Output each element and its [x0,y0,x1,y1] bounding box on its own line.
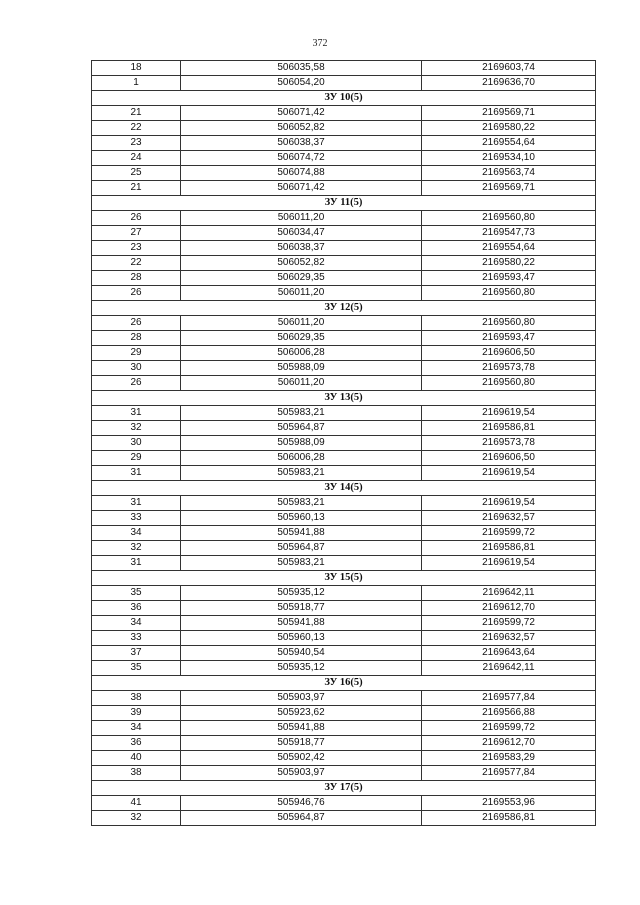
parcel-header-row [92,571,596,586]
point-number-cell: 34 [92,721,181,736]
table-row [92,376,596,391]
y-coordinate-cell: 2169569,71 [422,181,596,196]
x-coordinate-cell: 506074,72 [181,151,422,166]
y-coordinate-cell: 2169612,70 [422,736,596,751]
table-row [92,796,596,811]
table-row [92,256,596,271]
point-number-cell: 38 [92,691,181,706]
x-coordinate-cell: 505903,97 [181,766,422,781]
x-coordinate-cell: 506074,88 [181,166,422,181]
y-coordinate-cell: 2169573,78 [422,436,596,451]
table-row [92,721,596,736]
table-row [92,631,596,646]
y-coordinate-cell: 2169560,80 [422,316,596,331]
x-coordinate-cell: 506029,35 [181,331,422,346]
x-coordinate-cell: 505935,12 [181,661,422,676]
x-coordinate-cell: 505960,13 [181,511,422,526]
x-coordinate-cell: 505988,09 [181,436,422,451]
y-coordinate-cell: 2169577,84 [422,766,596,781]
table-row [92,271,596,286]
point-number-cell: 29 [92,346,181,361]
table-row [92,616,596,631]
point-number-cell: 40 [92,751,181,766]
point-number-cell: 36 [92,736,181,751]
x-coordinate-cell: 505903,97 [181,691,422,706]
table-row [92,361,596,376]
table-row [92,121,596,136]
point-number-cell: 26 [92,316,181,331]
x-coordinate-cell: 506035,58 [181,61,422,76]
x-coordinate-cell: 506071,42 [181,181,422,196]
table-row [92,766,596,781]
point-number-cell: 34 [92,526,181,541]
y-coordinate-cell: 2169619,54 [422,556,596,571]
x-coordinate-cell: 505983,21 [181,496,422,511]
point-number-cell: 30 [92,436,181,451]
table-row [92,541,596,556]
x-coordinate-cell: 505918,77 [181,736,422,751]
table-row [92,106,596,121]
y-coordinate-cell: 2169593,47 [422,331,596,346]
y-coordinate-cell: 2169642,11 [422,661,596,676]
y-coordinate-cell: 2169566,88 [422,706,596,721]
y-coordinate-cell: 2169580,22 [422,121,596,136]
table-row [92,316,596,331]
table-row [92,751,596,766]
y-coordinate-cell: 2169593,47 [422,271,596,286]
x-coordinate-cell: 505983,21 [181,556,422,571]
x-coordinate-cell: 505964,87 [181,811,422,826]
x-coordinate-cell: 506038,37 [181,241,422,256]
x-coordinate-cell: 506029,35 [181,271,422,286]
x-coordinate-cell: 505918,77 [181,601,422,616]
page-number: 372 [312,38,328,49]
point-number-cell: 30 [92,361,181,376]
table-row [92,706,596,721]
y-coordinate-cell: 2169554,64 [422,241,596,256]
y-coordinate-cell: 2169547,73 [422,226,596,241]
parcel-header-row [92,481,596,496]
table-row [92,181,596,196]
table-row [92,496,596,511]
x-coordinate-cell: 505941,88 [181,616,422,631]
point-number-cell: 22 [92,256,181,271]
x-coordinate-cell: 506052,82 [181,121,422,136]
y-coordinate-cell: 2169632,57 [422,631,596,646]
point-number-cell: 22 [92,121,181,136]
point-number-cell: 28 [92,331,181,346]
y-coordinate-cell: 2169586,81 [422,541,596,556]
x-coordinate-cell: 505988,09 [181,361,422,376]
point-number-cell: 31 [92,496,181,511]
table-row [92,811,596,826]
table-row [92,331,596,346]
x-coordinate-cell: 506034,47 [181,226,422,241]
y-coordinate-cell: 2169619,54 [422,406,596,421]
parcel-header-row [92,676,596,691]
point-number-cell: 27 [92,226,181,241]
y-coordinate-cell: 2169642,11 [422,586,596,601]
parcel-header-row [92,391,596,406]
x-coordinate-cell: 506054,20 [181,76,422,91]
x-coordinate-cell: 505964,87 [181,541,422,556]
point-number-cell: 25 [92,166,181,181]
parcel-label: ЗУ 15(5) [92,571,596,586]
point-number-cell: 41 [92,796,181,811]
y-coordinate-cell: 2169599,72 [422,721,596,736]
y-coordinate-cell: 2169573,78 [422,361,596,376]
table-row [92,151,596,166]
table-row [92,601,596,616]
point-number-cell: 33 [92,511,181,526]
point-number-cell: 26 [92,376,181,391]
y-coordinate-cell: 2169632,57 [422,511,596,526]
point-number-cell: 39 [92,706,181,721]
y-coordinate-cell: 2169619,54 [422,466,596,481]
y-coordinate-cell: 2169606,50 [422,451,596,466]
parcel-label: ЗУ 13(5) [92,391,596,406]
x-coordinate-cell: 506006,28 [181,451,422,466]
parcel-header-row [92,781,596,796]
point-number-cell: 31 [92,466,181,481]
table-row [92,241,596,256]
point-number-cell: 28 [92,271,181,286]
table-row [92,451,596,466]
parcel-label: ЗУ 10(5) [92,91,596,106]
x-coordinate-cell: 506011,20 [181,286,422,301]
x-coordinate-cell: 506038,37 [181,136,422,151]
point-number-cell: 32 [92,811,181,826]
parcel-label: ЗУ 16(5) [92,676,596,691]
y-coordinate-cell: 2169619,54 [422,496,596,511]
y-coordinate-cell: 2169599,72 [422,616,596,631]
point-number-cell: 21 [92,181,181,196]
point-number-cell: 35 [92,661,181,676]
point-number-cell: 18 [92,61,181,76]
table-row [92,466,596,481]
table-row [92,136,596,151]
point-number-cell: 26 [92,286,181,301]
parcel-header-row [92,301,596,316]
y-coordinate-cell: 2169583,29 [422,751,596,766]
y-coordinate-cell: 2169577,84 [422,691,596,706]
table-row [92,526,596,541]
point-number-cell: 36 [92,601,181,616]
point-number-cell: 24 [92,151,181,166]
parcel-label: ЗУ 11(5) [92,196,596,211]
y-coordinate-cell: 2169643,64 [422,646,596,661]
y-coordinate-cell: 2169636,70 [422,76,596,91]
point-number-cell: 32 [92,421,181,436]
x-coordinate-cell: 505960,13 [181,631,422,646]
table-row [92,61,596,76]
table-row [92,286,596,301]
table-row [92,646,596,661]
parcel-label: ЗУ 12(5) [92,301,596,316]
y-coordinate-cell: 2169534,10 [422,151,596,166]
x-coordinate-cell: 505964,87 [181,421,422,436]
table-row [92,166,596,181]
y-coordinate-cell: 2169603,74 [422,61,596,76]
table-row [92,406,596,421]
point-number-cell: 35 [92,586,181,601]
table-row [92,436,596,451]
parcel-label: ЗУ 14(5) [92,481,596,496]
x-coordinate-cell: 505923,62 [181,706,422,721]
point-number-cell: 31 [92,406,181,421]
x-coordinate-cell: 506052,82 [181,256,422,271]
point-number-cell: 32 [92,541,181,556]
parcel-header-row [92,196,596,211]
y-coordinate-cell: 2169560,80 [422,286,596,301]
y-coordinate-cell: 2169580,22 [422,256,596,271]
y-coordinate-cell: 2169560,80 [422,376,596,391]
point-number-cell: 37 [92,646,181,661]
x-coordinate-cell: 505941,88 [181,721,422,736]
coordinates-table-body [92,61,596,826]
point-number-cell: 26 [92,211,181,226]
x-coordinate-cell: 505941,88 [181,526,422,541]
point-number-cell: 23 [92,241,181,256]
table-row [92,691,596,706]
point-number-cell: 31 [92,556,181,571]
x-coordinate-cell: 505983,21 [181,406,422,421]
table-row [92,736,596,751]
parcel-label: ЗУ 17(5) [92,781,596,796]
table-row [92,76,596,91]
point-number-cell: 29 [92,451,181,466]
table-row [92,211,596,226]
table-row [92,511,596,526]
table-row [92,661,596,676]
x-coordinate-cell: 506011,20 [181,376,422,391]
point-number-cell: 38 [92,766,181,781]
table-row [92,226,596,241]
parcel-header-row [92,91,596,106]
x-coordinate-cell: 506006,28 [181,346,422,361]
table-row [92,586,596,601]
x-coordinate-cell: 505935,12 [181,586,422,601]
point-number-cell: 33 [92,631,181,646]
y-coordinate-cell: 2169553,96 [422,796,596,811]
y-coordinate-cell: 2169599,72 [422,526,596,541]
coordinates-table [91,60,596,826]
y-coordinate-cell: 2169560,80 [422,211,596,226]
point-number-cell: 1 [92,76,181,91]
table-row [92,346,596,361]
point-number-cell: 23 [92,136,181,151]
y-coordinate-cell: 2169612,70 [422,601,596,616]
x-coordinate-cell: 505902,42 [181,751,422,766]
table-row [92,421,596,436]
y-coordinate-cell: 2169606,50 [422,346,596,361]
y-coordinate-cell: 2169569,71 [422,106,596,121]
x-coordinate-cell: 505946,76 [181,796,422,811]
table-row [92,556,596,571]
x-coordinate-cell: 505940,54 [181,646,422,661]
x-coordinate-cell: 506011,20 [181,211,422,226]
y-coordinate-cell: 2169563,74 [422,166,596,181]
point-number-cell: 21 [92,106,181,121]
x-coordinate-cell: 505983,21 [181,466,422,481]
x-coordinate-cell: 506011,20 [181,316,422,331]
y-coordinate-cell: 2169586,81 [422,421,596,436]
y-coordinate-cell: 2169586,81 [422,811,596,826]
y-coordinate-cell: 2169554,64 [422,136,596,151]
x-coordinate-cell: 506071,42 [181,106,422,121]
point-number-cell: 34 [92,616,181,631]
